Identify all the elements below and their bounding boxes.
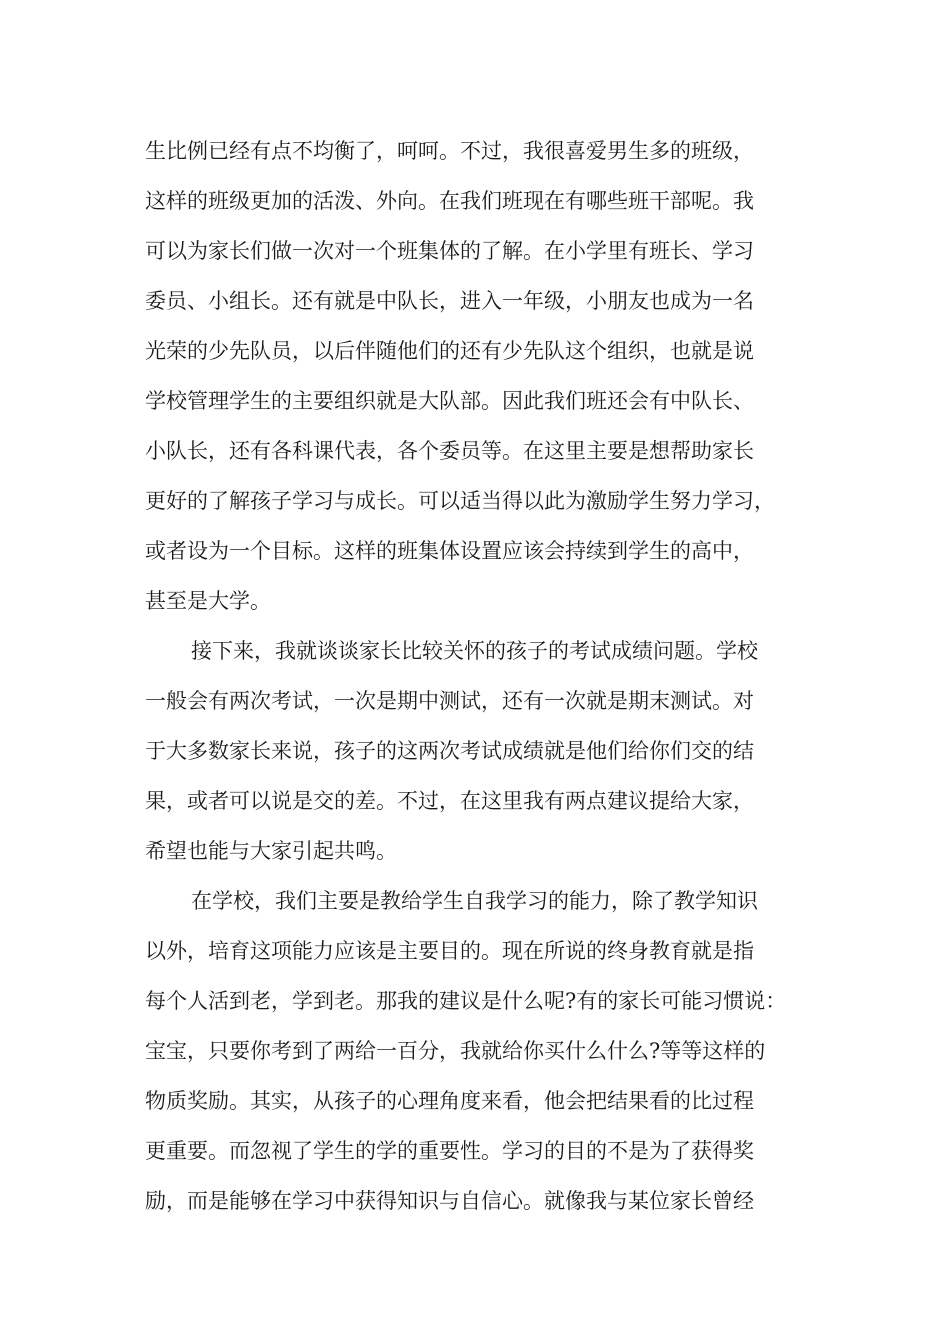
document-body: [145, 126, 835, 1226]
text-line: 于大多数家长来说，孩子的这两次考试成绩就是他们给你们交的结: [145, 739, 754, 763]
text-line: 在学校，我们主要是教给学生自我学习的能力，除了教学知识: [191, 889, 758, 913]
text-line: 每个人活到老，学到老。那我的建议是什么呢?有的家长可能习惯说：: [145, 989, 787, 1013]
text-line: 物质奖励。其实，从孩子的心理角度来看，他会把结果看的比过程: [145, 1089, 754, 1113]
text-line: 希望也能与大家引起共鸣。: [145, 839, 397, 863]
text-line: 委员、小组长。还有就是中队长，进入一年级，小朋友也成为一名: [145, 289, 754, 313]
text-line: 可以为家长们做一次对一个班集体的了解。在小学里有班长、学习: [145, 239, 754, 263]
text-line: 宝宝，只要你考到了两给一百分，我就给你买什么什么?等等这样的: [145, 1039, 766, 1063]
paragraph-1: [145, 126, 835, 626]
text-line: 光荣的少先队员，以后伴随他们的还有少先队这个组织，也就是说: [145, 339, 754, 363]
text-line: 励，而是能够在学习中获得知识与自信心。就像我与某位家长曾经: [145, 1189, 754, 1213]
text-line: 小队长，还有各科课代表，各个委员等。在这里主要是想帮助家长: [145, 439, 754, 463]
text-line: 果，或者可以说是交的差。不过，在这里我有两点建议提给大家，: [145, 789, 754, 813]
paragraph-3: [145, 876, 835, 1226]
text-line: 甚至是大学。: [145, 589, 271, 613]
text-line: 生比例已经有点不均衡了，呵呵。不过，我很喜爱男生多的班级，: [145, 139, 754, 163]
text-line: 更好的了解孩子学习与成长。可以适当得以此为激励学生努力学习，: [145, 489, 775, 513]
text-line: 以外，培育这项能力应该是主要目的。现在所说的终身教育就是指: [145, 939, 754, 963]
text-line: 学校管理学生的主要组织就是大队部。因此我们班还会有中队长、: [145, 389, 754, 413]
text-line: 更重要。而忽视了学生的学的重要性。学习的目的不是为了获得奖: [145, 1139, 754, 1163]
text-line: 接下来，我就谈谈家长比较关怀的孩子的考试成绩问题。学校: [191, 639, 758, 663]
text-line: 一般会有两次考试，一次是期中测试，还有一次就是期末测试。对: [145, 689, 754, 713]
text-line: 这样的班级更加的活泼、外向。在我们班现在有哪些班干部呢。我: [145, 189, 754, 213]
paragraph-2: [145, 626, 835, 876]
text-line: 或者设为一个目标。这样的班集体设置应该会持续到学生的高中，: [145, 539, 754, 563]
